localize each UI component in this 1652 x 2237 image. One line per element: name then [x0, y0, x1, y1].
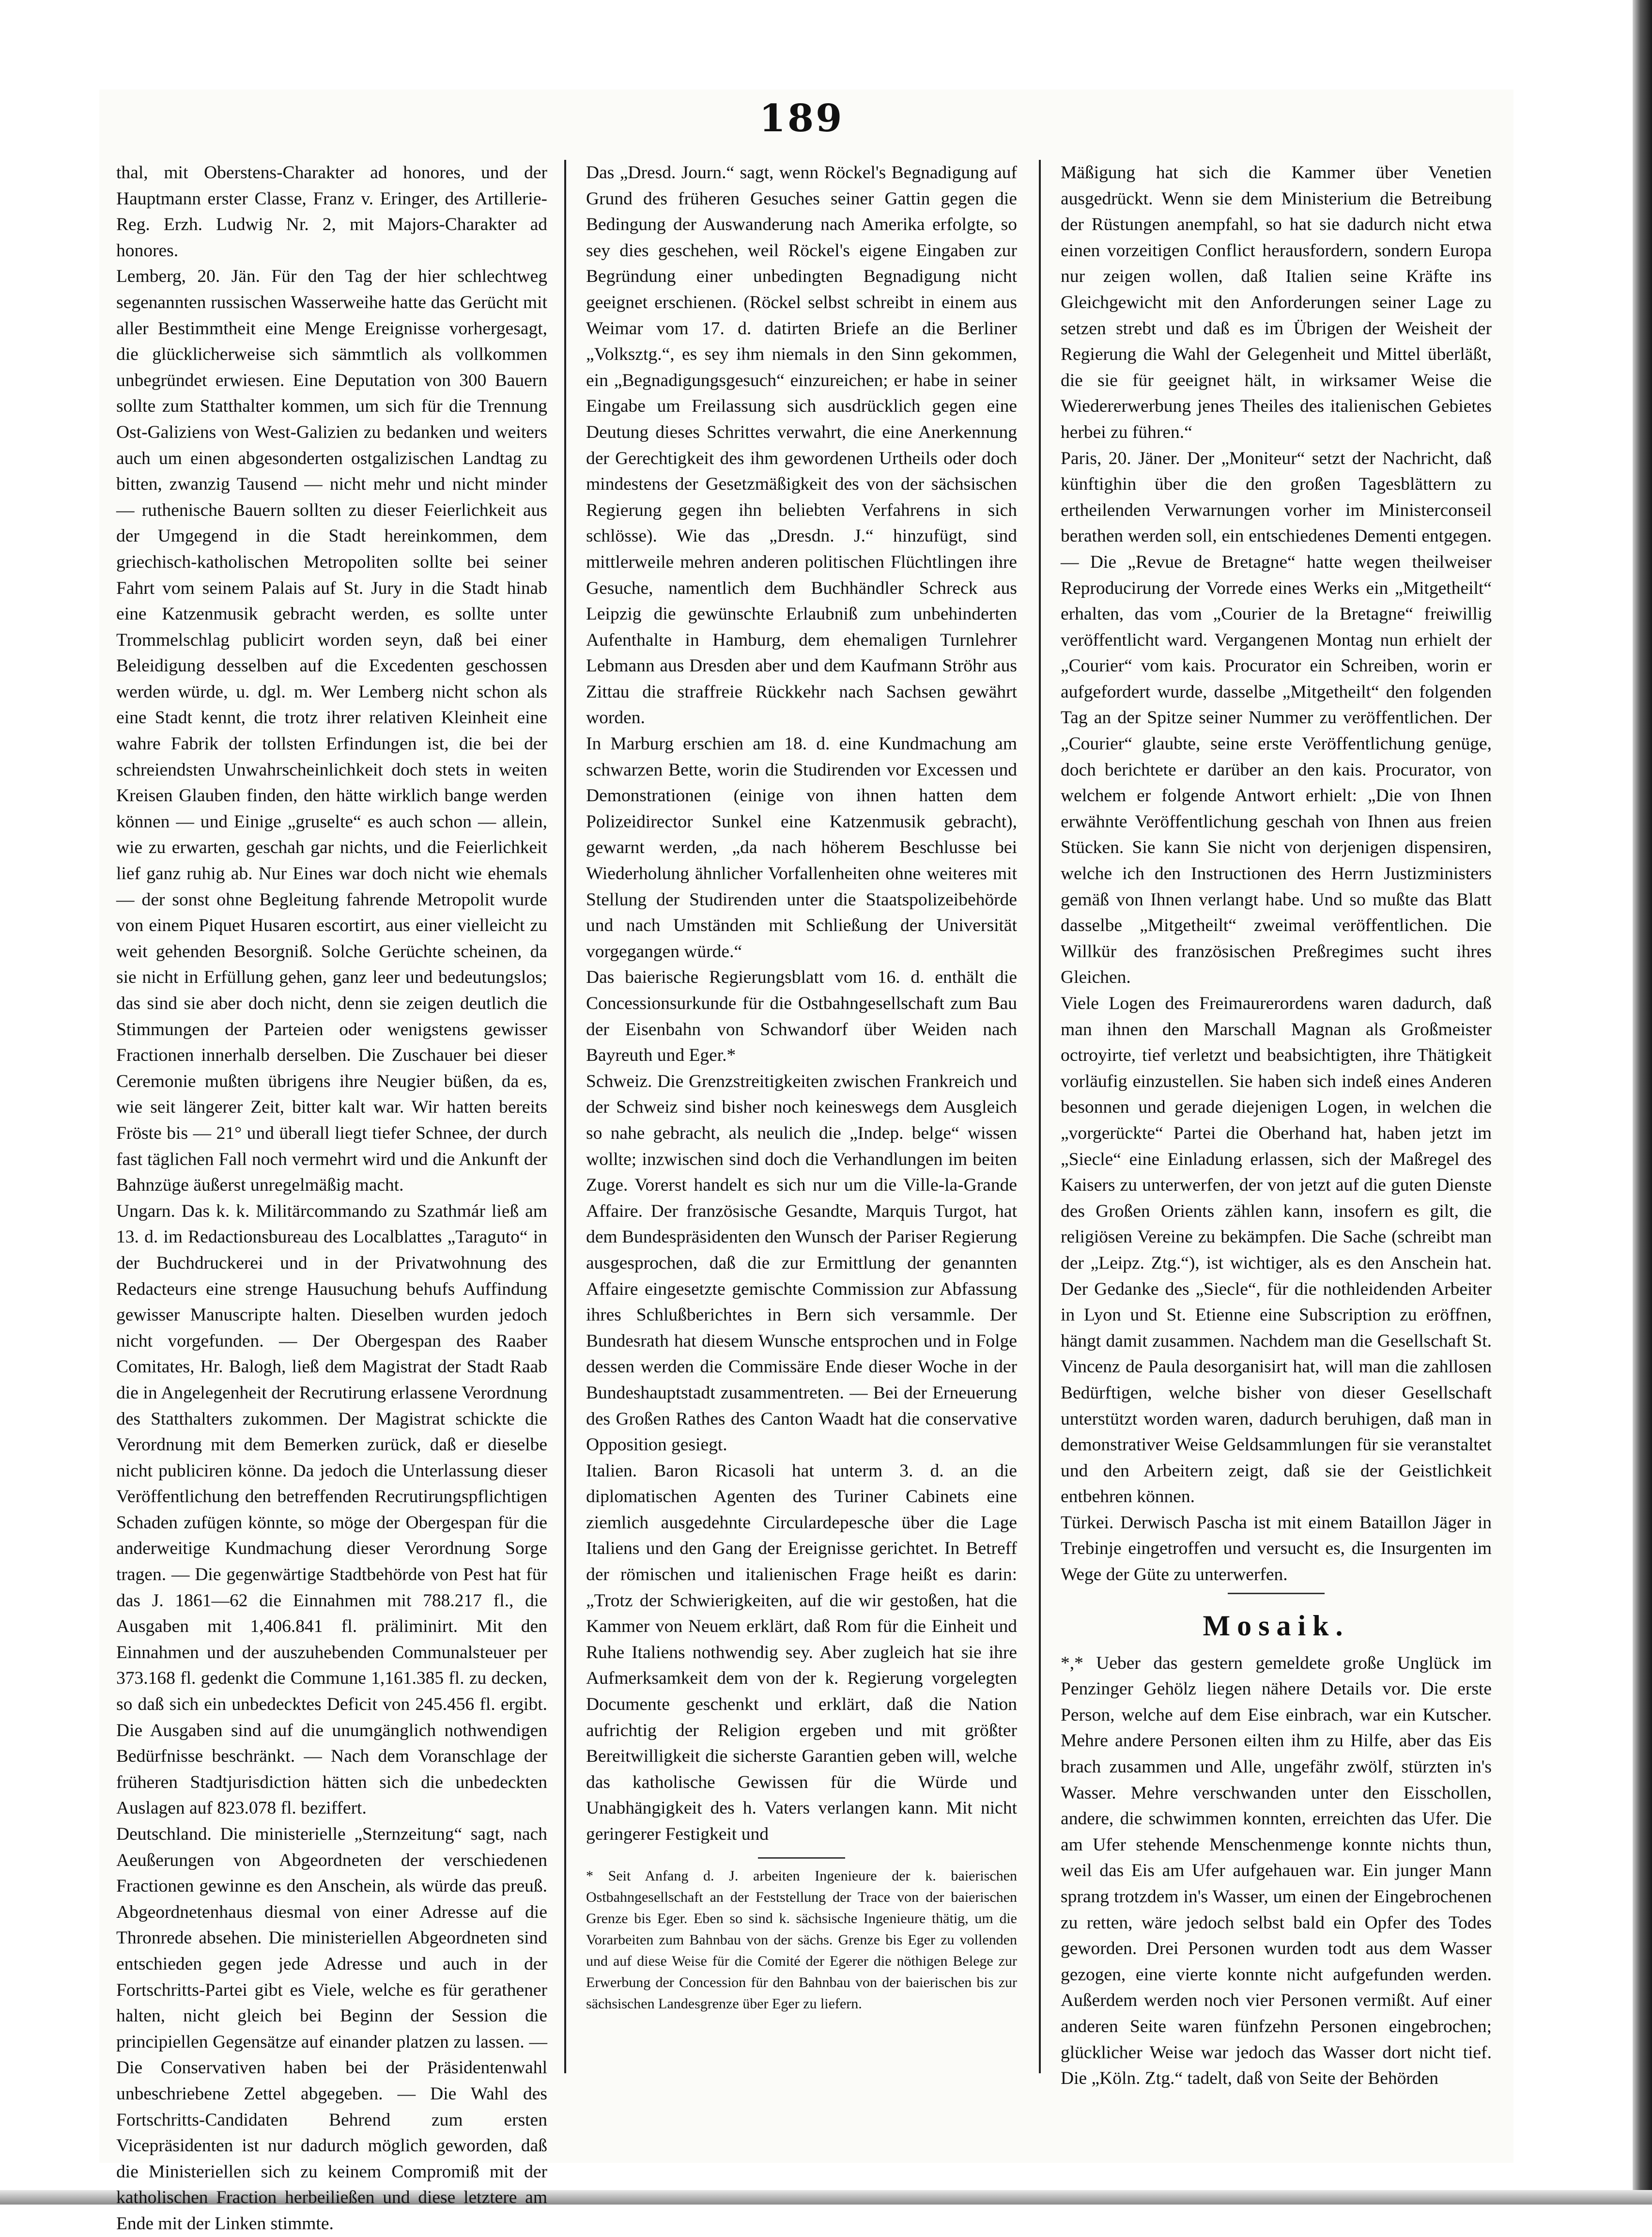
article-deutschland: Deutschland. Die ministerielle „Sternzeitung“ sagt, nach Aeußerungen von Abgeordneten der verschiedenen Fractionen gewinne es den Anschein, als würde das preuß. Abgeordnetenhaus diesmal von einer Adresse auf die Thronrede absehen. Die ministeriellen Abgeordneten sind entschieden gegen jede Adresse und auch in der Fortschritts-Partei gibt es Viele, welche es für gerathener halten, nicht gleich bei Beginn der Session die principiellen Gegensätze auf einander platzen zu lassen. — Die Conservativen haben bei der Präsidentenwahl unbeschriebene Zettel abgegeben. — Die Wahl des Fortschritts-Candidaten Behrend zum ersten Vicepräsidenten ist nur dadurch möglich geworden, daß die Ministeriellen sich zu keinem Compromiß mit der katholischen Fraction herbeiließen und diese letztere am Ende mit der Linken stimmte.: [116, 1824, 547, 2234]
article-italien-cont: Mäßigung hat sich die Kammer über Venetien ausgedrückt. Wenn sie dem Ministerium die Betreibung der Rüstungen anempfahl, so hat sie dadurch nicht etwa einen vorzeitigen Conflict herausfordern, sondern Europa nur zeigen wollen, daß Italien seine Kräfte ins Gleichgewicht mit den Anforderungen seiner Lage zu setzen strebt und daß es im Übrigen der Weisheit der Regierung die Wahl der Gelegenheit und Mittel überläßt, die sie für geeignet hält, in wirksamer Weise die Wiedererwerbung jenes Theiles des italienischen Gebietes herbei zu führen.“: [1061, 163, 1492, 442]
article-tuerkei: Türkei. Derwisch Pascha ist mit einem Bataillon Jäger in Trebinje eingetroffen und versucht es, die Insurgenten im Wege der Güte zu unterwerfen.: [1061, 1512, 1492, 1585]
article-dresden: Das „Dresd. Journ.“ sagt, wenn Röckel's Begnadigung auf Grund des früheren Gesuches seiner Gattin gegen die Bedingung der Auswanderung nach Amerika erfolgte, so sey dies geschehen, weil Röckel's eigene Eingaben zur Begründung einer unbedingten Begnadigung nicht geeignet erschienen. (Röckel selbst schreibt in einem aus Weimar vom 17. d. datirten Briefe an die Berliner „Volksztg.“, es sey ihm niemals in den Sinn gekommen, ein „Begnadigungsgesuch“ einzureichen; er habe in seiner Eingabe um Freilassung sich ausdrücklich gegen eine Deutung dieses Schrittes verwahrt, die eine Anerkennung der Gerechtigkeit des ihm gewordenen Urtheils oder doch mindestens der Gesetzmäßigkeit des von der sächsischen Regierung gegen ihn beliebten Verfahrens in sich schlösse). Wie das „Dresdn. J.“ hinzufügt, sind mittlerweile mehren anderen politischen Flüchtlingen ihre Gesuche, namentlich dem Buchhändler Schreck aus Leipzig die gewünschte Erlaubniß zum unbehinderten Aufenthalte in Hamburg, dem ehemaligen Turnlehrer Lebmann aus Dresden aber und dem Kaufmann Ströhr aus Zittau die straffreie Rückkehr nach Sachsen gewährt worden.: [586, 163, 1017, 728]
section-divider: [1228, 1593, 1325, 1594]
article-italien: Italien. Baron Ricasoli hat unterm 3. d. an die diplomatischen Agenten des Turiner Cabinets eine ziemlich ausgedehnte Circulardepesche über die Lage Italiens und den Gang der Ereignisse gerichtet. In Betreff der römischen und italienischen Frage heißt es darin: „Trotz der Schwierigkeiten, auf die wir gestoßen, hat die Kammer von Neuem erklärt, daß Rom für die Einheit und Ruhe Italiens nothwendig sey. Aber zugleich hat sie ihre Aufmerksamkeit dem von der k. Regierung vorgelegten Documente geschenkt und erklärt, daß die Nation aufrichtig der Religion ergeben und mit größter Bereitwilligkeit die sicherste Garantien geben will, welche das katholische Gewissen für die Würde und Unabhängigkeit des h. Vaters verlangen kann. Mit nicht geringerer Festigkeit und: [586, 1460, 1017, 1844]
article-paris: Paris, 20. Jäner. Der „Moniteur“ setzt der Nachricht, daß künftighin über die den großen Tagesblättern zu ertheilenden Verwarnungen vorher im Ministerconseil berathen werden soll, ein entschiedenes Dementi entgegen. — Die „Revue de Bretagne“ hatte wegen theilweiser Reproducirung der Vorrede eines Werks ein „Mitgetheilt“ erhalten, das vom „Courier de la Bretagne“ freiwillig veröffentlicht ward. Vergangenen Montag nun erhielt der „Courier“ vom kais. Procurator ein Schreiben, worin er aufgefordert wurde, dasselbe „Mitgetheilt“ den folgenden Tag an der Spitze seiner Nummer zu veröffentlichen. Der „Courier“ glaubte, seine erste Veröffentlichung genüge, doch berichtete er darüber an den kais. Procurator, von welchem er folgende Antwort erhielt: „Die von Ihnen erwähnte Veröffentlichung geschah von Ihnen aus freien Stücken. Sie kann Sie nicht von derjenigen dispensiren, welche ich den Instructionen des Herrn Justizministers gemäß von Ihnen verlangt habe. Und so mußte das Blatt dasselbe „Mitgetheilt“ zweimal veröffentlichen. Die Willkür des französischen Preßregimes sucht ihres Gleichen.: [1061, 448, 1492, 988]
article-lemberg: Lemberg, 20. Jän. Für den Tag der hier schlechtweg segenannten russischen Wasserweihe hatte das Gerücht mit aller Bestimmtheit eine Menge Ereignisse vorhergesagt, die glücklicherweise sich sämmtlich als vollkommen unbegründet erwiesen. Eine Deputation von 300 Bauern sollte zum Statthalter kommen, um sich für die Trennung Ost-Galiziens von West-Galizien zu bedanken und weiters auch um einen abgesonderten ostgalizischen Landtag zu bitten, zwanzig Tausend — nicht mehr und nicht minder — ruthenische Bauern sollten zu dieser Feierlichkeit aus der Umgegend in die Stadt hereinkommen, dem griechisch-katholischen Metropoliten sollte bei seiner Fahrt vom seinem Palais auf St. Jury in die Stadt hinab eine Katzenmusik gebracht werden, es sollte unter Trommelschlag publicirt worden seyn, daß bei einer Beleidigung desselben auf die Excedenten geschossen werden würde, u. dgl. m. Wer Lemberg nicht schon als eine Stadt kennt, die trotz ihrer relativen Kleinheit eine wahre Fabrik der tollsten Erfindungen ist, die bei der schreiendsten Unwahrscheinlichkeit doch stets in weiten Kreisen Glauben finden, den hätte wirklich bange werden können — und Einige „gruselte“ es auch schon — allein, wie zu erwarten, geschah gar nichts, und die Feierlichkeit lief ganz ruhig ab. Nur Eines war doch nicht wie ehemals — der sonst ohne Begleitung fahrende Metropolit wurde von einem Piquet Husaren escortirt, aus einer vielleicht zu weit gehenden Besorgniß. Solche Gerüchte scheinen, da sie nicht in Erfüllung gehen, ganz leer und bedeutungslos; das sind sie aber doch nicht, denn sie zeigen deutlich die Stimmungen der Parteien oder wenigstens gewisser Fractionen innerhalb derselben. Die Zuschauer bei dieser Ceremonie mußten übrigens ihre Neugier büßen, da es, wie seit längerer Zeit, bitter kalt war. Wir hatten bereits Fröste bis — 21° und überall liegt tiefer Schnee, der durch fast täglichen Fall noch vermehrt wird und die Ankunft der Bahnzüge äußerst unregelmäßig macht.: [116, 266, 547, 1196]
article-freimaurer: Viele Logen des Freimaurerordens waren dadurch, daß man ihnen den Marschall Magnan als Großmeister octroyirte, tief verletzt und beabsichtigten, ihre Thätigkeit vorläufig einzustellen. Sie haben sich indeß eines Anderen besonnen und gerade diejenigen Logen, in welchen die „vorgerückte“ Partei die Oberhand hat, haben jetzt im „Siecle“ eine Einladung erlassen, sich der Maßregel des Kaisers zu unterwerfen, der von jetzt auf die guten Dienste des Großen Orients zählen kann, insofern es gilt, die religiösen Vereine zu bekämpfen. Die Sache (schreibt man der „Leipz. Ztg.“), ist wichtiger, als es den Anschein hat. Der Gedanke des „Siecle“, für die nothleidenden Arbeiter in Lyon und St. Etienne eine Subscription zu eröffnen, hängt damit zusammen. Nachdem man die Gesellschaft St. Vincenz de Paula desorganisirt hat, will man die zahllosen Bedürftigen, welche bisher von dieser Gesellschaft unterstützt worden waren, dadurch beruhigen, daß man in demonstrativer Weise Geldsammlungen für sie veranstaltet und den Arbeitern zeigt, daß sie der Geistlichkeit entbehren können.: [1061, 994, 1492, 1507]
article-ungarn: Ungarn. Das k. k. Militärcommando zu Szathmár ließ am 13. d. im Redactionsbureau des Localblattes „Taraguto“ in der Buchdruckerei und in der Privatwohnung des Redacteurs eine strenge Hausuchung behufs Auffindung gewisser Manuscripte halten. Dieselben wurden jedoch nicht vorgefunden. — Der Obergespan des Raaber Comitates, Hr. Balogh, ließ dem Magistrat der Stadt Raab die in Angelegenheit der Recrutirung erlassene Verordnung des Statthalters zukommen. Der Magistrat schickte die Verordnung mit dem Bemerken zurück, daß er dieselbe nicht publiciren könne. Da jedoch die Unterlassung dieser Veröffentlichung den betreffenden Recrutirungspflichtigen Schaden zufügen könnte, so möge der Obergespan für die anderweitige Kundmachung dieser Verordnung Sorge tragen. — Die gegenwärtige Stadtbehörde von Pest hat für das J. 1861—62 die Einnahmen mit 788.217 fl., die Ausgaben mit 1,406.841 fl. präliminirt. Mit den Einnahmen und der auszuhebenden Communalsteuer per 373.168 fl. gedenkt die Commune 1,161.385 fl. zu decken, so daß sich ein unbedecktes Deficit von 245.456 fl. ergibt. Die Ausgaben sind auf die unumgänglich nothwendigen Bedürfnisse beschränkt. — Nach dem Voranschlage der früheren Stadtjurisdiction hätten sich die unbedeckten Auslagen auf 823.078 fl. beziffert.: [116, 1201, 547, 1818]
article-marburg: In Marburg erschien am 18. d. eine Kundmachung am schwarzen Bette, worin die Studirenden vor Excessen und Demonstrationen (einige von ihnen hatten dem Polizeidirector Sunkel eine Katzenmusik gebracht), gewarnt werden, „da nach höherem Beschlusse bei Wiederholung ähnlicher Vorfallenheiten ohne weiteres mit Stellung der Studirenden unter die Staatspolizeibehörde und nach Umständen mit Schließung der Universität vorgegangen würde.“: [586, 734, 1017, 962]
scan-edge-right: [1633, 0, 1652, 2205]
article-paragraph: thal, mit Oberstens-Charakter ad honores, und der Hauptmann erster Classe, Franz v. Eringer, des Artillerie-Reg. Erzh. Ludwig Nr. 2, mit Majors-Charakter ad honores.: [116, 163, 547, 261]
article-mosaik: *,* Ueber das gestern gemeldete große Unglück im Penzinger Gehölz liegen nähere Details vor. Die erste Person, welche auf dem Eise einbrach, war ein Kutscher. Mehre andere Personen eilten ihm zu Hilfe, aber das Eis brach zusammen und Alle, ungefähr zwölf, stürzten in's Wasser. Mehre verschwanden unter den Eisschollen, andere, die schwimmen konnten, erreichten das Ufer. Die am Ufer stehende Menschenmenge konnte nichts thun, weil das Eis am Ufer aufgehauen war. Ein junger Mann sprang trotzdem in's Wasser, um einen der Eingebrochenen zu retten, wäre jedoch selbst bald ein Opfer des Todes geworden. Drei Personen wurden todt aus dem Wasser gezogen, eine vierte konnte nicht aufgefunden werden. Außerdem werden noch vier Personen vermißt. Auf einer anderen Seite waren fünfzehn Personen eingebrochen; glücklicher Weise war jedoch das Wasser dort nicht tief. Die „Köln. Ztg.“ tadelt, daß von Seite der Behörden: [1061, 1653, 1492, 2089]
column-rule-1: [564, 160, 566, 2073]
article-schweiz: Schweiz. Die Grenzstreitigkeiten zwischen Frankreich und der Schweiz sind bisher noch keineswegs dem Ausgleich so nahe gebracht, als neulich die „Indep. belge“ wissen wollte; inzwischen sind doch die Verhandlungen im beiten Zuge. Vorerst handelt es sich nur um die Ville-la-Grande Affaire. Der französische Gesandte, Marquis Turgot, hat dem Bundespräsidenten den Wunsch der Pariser Regierung ausgesprochen, daß die zur Ermittlung der genannten Affaire eingesetzte gemischte Commission zur Abfassung ihres Schlußberichtes in Bern sich versammle. Der Bundesrath hat diesem Wunsche entsprochen und in Folge dessen werden die Commissäre Ende dieser Woche in der Bundeshauptstadt zusammentreten. — Bei der Erneuerung des Großen Rathes des Canton Waadt hat die conservative Opposition gesiegt.: [586, 1071, 1017, 1455]
mosaik-title: Mosaik.: [1203, 1609, 1350, 1642]
column-1: [116, 160, 547, 2234]
column-rule-2: [1039, 160, 1041, 2073]
page-number: 189: [759, 96, 844, 140]
footnote: * Seit Anfang d. J. arbeiten Ingenieure der k. baierischen Ostbahngesellschaft an der Feststellung der Trace von der baierischen Grenze bis Eger. Eben so sind k. sächsische Ingenieure thätig, um die Vorarbeiten zum Bahnbau von der sächs. Grenze bis Eger zu vollenden und auf diese Weise für die Comité der Egerer die nöthigen Belege zur Erwerbung der Concession für den Bahnbau von der baierischen bis zur sächsischen Landesgrenze über Eger zu liefern.: [586, 1867, 1017, 2012]
footnote-divider: [758, 1857, 845, 1859]
article-baiern: Das baierische Regierungsblatt vom 16. d. enthält die Concessionsurkunde für die Ostbahngesellschaft zum Bau der Eisenbahn von Schwandorf über Weiden nach Bayreuth und Eger.*: [586, 967, 1017, 1066]
column-3: [1061, 160, 1492, 2089]
column-2: [586, 160, 1017, 2083]
